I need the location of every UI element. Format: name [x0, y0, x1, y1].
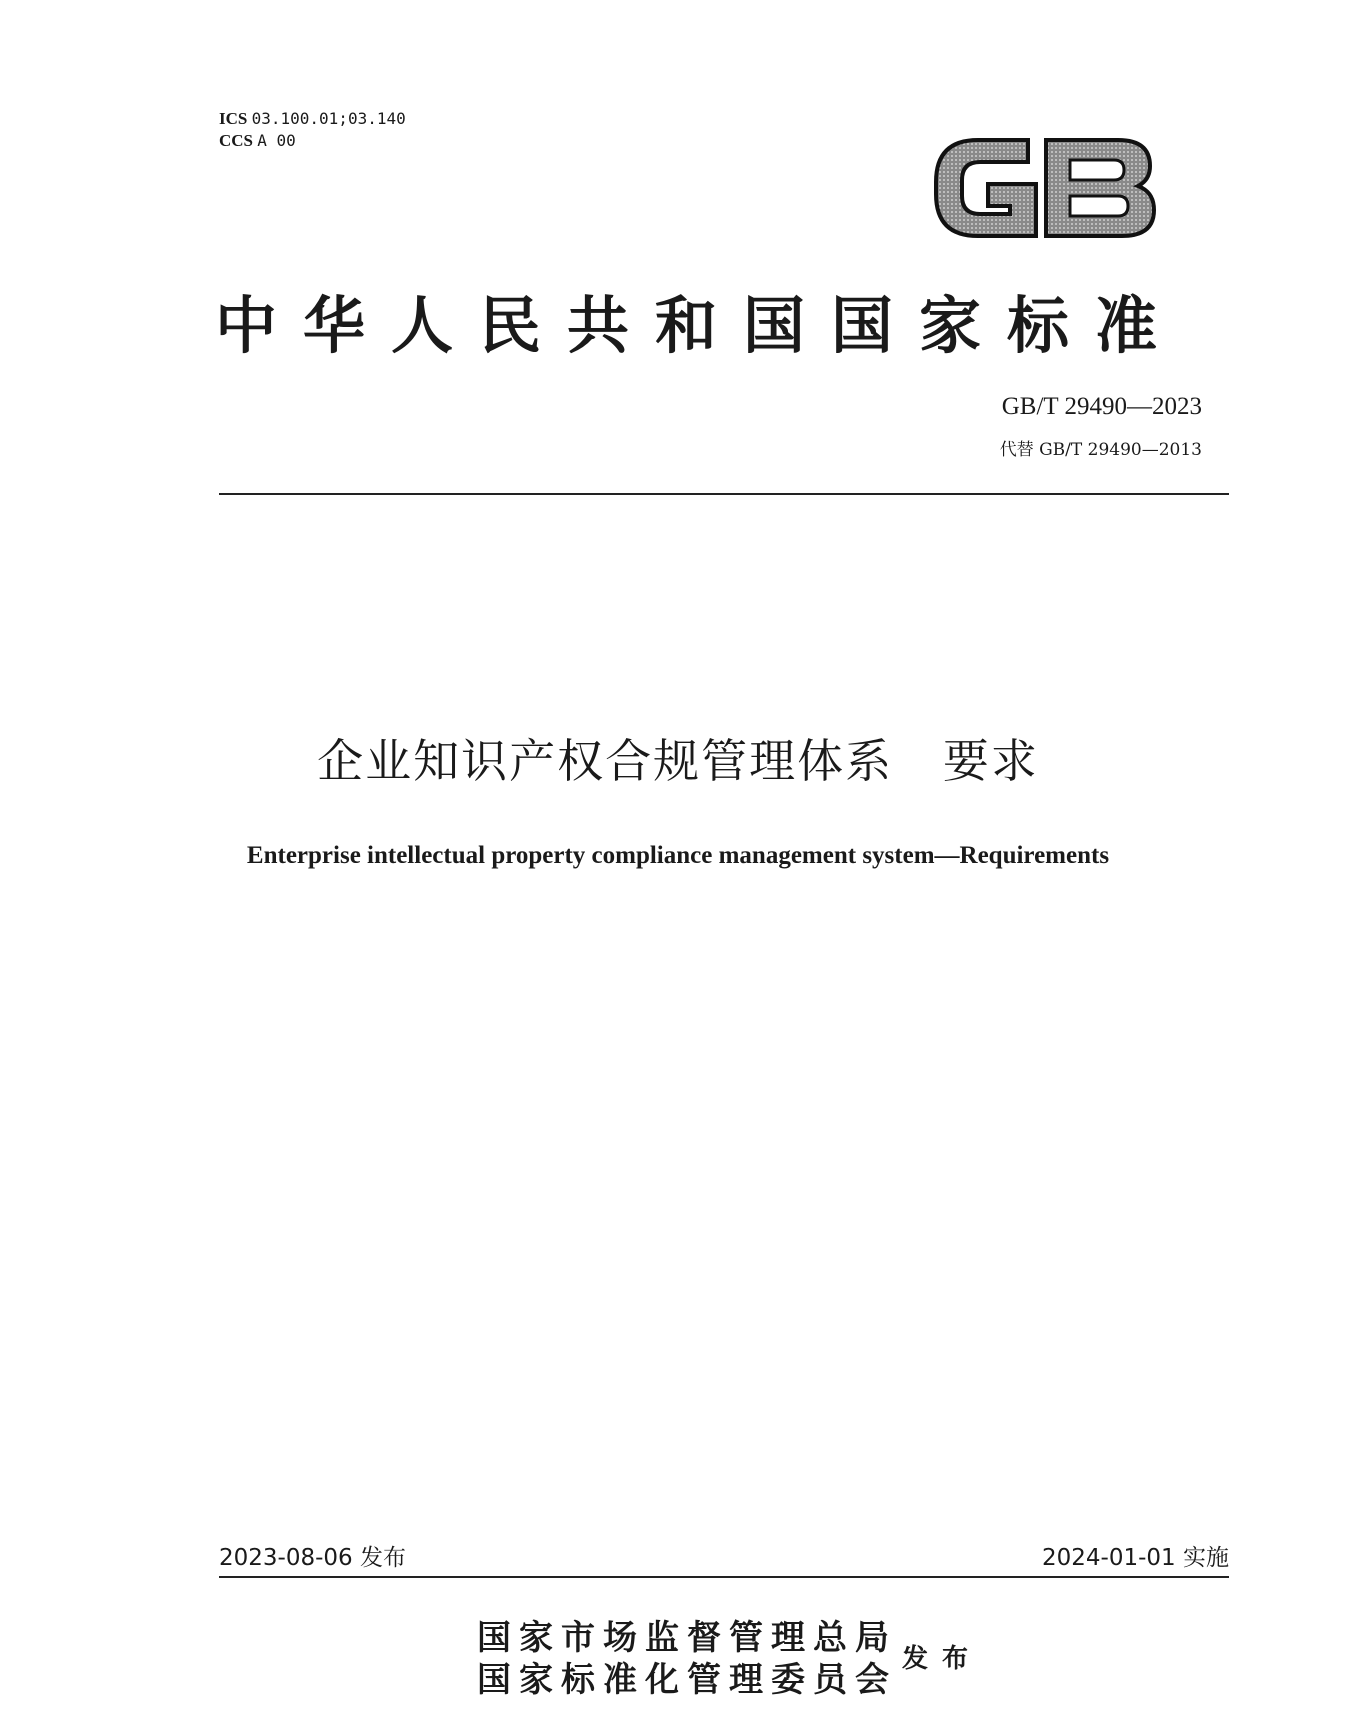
- logo-letter-b: [1046, 140, 1154, 236]
- logo-letter-g: [936, 140, 1036, 236]
- implementation-date: 2024-01-01 实施: [1042, 1545, 1229, 1571]
- ics-code: 03.100.01;03.140: [251, 109, 406, 128]
- issuer-sac: 国家标准化管理委员会: [477, 1660, 897, 1700]
- chinese-title: 企业知识产权合规管理体系 要求: [317, 734, 1039, 788]
- issue-date: 2023-08-06 发布: [219, 1545, 406, 1571]
- replaces-standard: 代替 GB/T 29490—2013: [999, 440, 1202, 460]
- ics-line: [219, 108, 406, 130]
- national-standard-title: 中华人民共和国国家标准: [215, 289, 1184, 362]
- header-divider: [219, 493, 1229, 495]
- ics-label: ICS: [219, 109, 248, 128]
- issuer-samr: 国家市场监督管理总局: [477, 1618, 897, 1658]
- standard-number: GB/T 29490—2023: [1001, 393, 1202, 420]
- english-title: Enterprise intellectual property compliance management system—Requirements: [246, 842, 1110, 869]
- gb-logo: [918, 122, 1166, 254]
- ccs-code: A 00: [257, 131, 296, 150]
- logo-text: GB: [918, 122, 920, 123]
- footer-divider: [219, 1576, 1229, 1578]
- issued-label: 发布: [902, 1644, 983, 1674]
- classification-codes: [219, 108, 406, 152]
- ccs-line: [219, 130, 406, 152]
- ccs-label: CCS: [219, 131, 254, 150]
- issuers: [477, 1617, 897, 1701]
